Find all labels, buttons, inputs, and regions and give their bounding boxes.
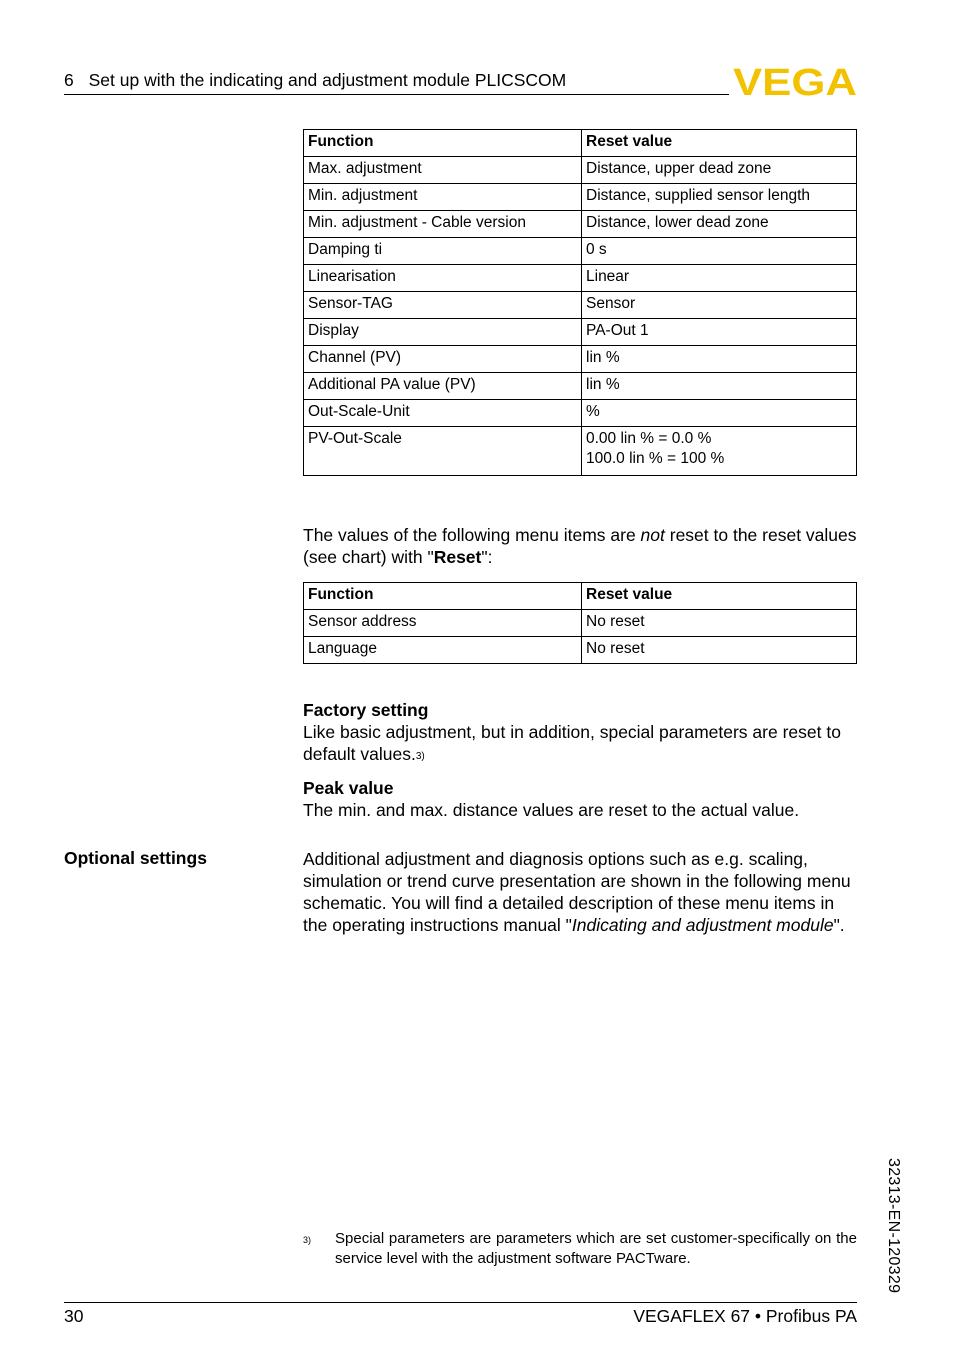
column-header-reset-value: Reset value (582, 130, 857, 157)
cell-reset-value: % (582, 400, 857, 427)
table-row (304, 319, 857, 346)
reset-values-table (303, 129, 857, 476)
cell-reset-value: 0 s (582, 238, 857, 265)
cell-function: Damping ti (304, 238, 582, 265)
cell-reset-value: Linear (582, 265, 857, 292)
table-row (304, 238, 857, 265)
table-row (304, 346, 857, 373)
table-row (304, 427, 857, 476)
cell-function: Min. adjustment (304, 184, 582, 211)
table-header-row (304, 583, 857, 610)
table-row (304, 157, 857, 184)
cell-reset-value: No reset (582, 610, 857, 637)
cell-function: Additional PA value (PV) (304, 373, 582, 400)
footer-rule (64, 1302, 857, 1303)
footer-product: VEGAFLEX 67 • Profibus PA (633, 1306, 857, 1326)
header-rule (64, 94, 729, 95)
cell-reset-value (582, 427, 857, 476)
footnote-ref: 3) (415, 751, 425, 762)
table-row (304, 373, 857, 400)
peak-value-text: The min. and max. distance values are reset to the actual value. (303, 800, 800, 820)
cell-reset-value: Distance, supplied sensor length (582, 184, 857, 211)
table-row (304, 400, 857, 427)
text-run: Like basic adjustment, but in addition, special parameters are reset to default values. (303, 722, 841, 764)
cell-reset-value: PA-Out 1 (582, 319, 857, 346)
cell-function: Language (304, 637, 582, 664)
cell-function: Channel (PV) (304, 346, 582, 373)
text-run: ": (481, 547, 493, 567)
not-reset-intro-text (303, 524, 858, 568)
table-header-row (304, 130, 857, 157)
text-run: The values of the following menu items are (303, 525, 641, 545)
text-run: reset to the reset values (see chart) with " (303, 525, 857, 567)
emphasis-text: Indicating and adjustment module (571, 915, 834, 935)
table-row (304, 292, 857, 319)
column-header-function: Function (304, 130, 582, 157)
cell-reset-value: No reset (582, 637, 857, 664)
cell-reset-value: lin % (582, 373, 857, 400)
table-row (304, 265, 857, 292)
optional-settings-paragraph (303, 848, 858, 936)
chapter-title: Set up with the indicating and adjustment module PLICSCOM (88, 70, 567, 90)
column-header-reset-value: Reset value (582, 583, 857, 610)
cell-reset-value: Distance, lower dead zone (582, 211, 857, 238)
footnote-text: Special parameters are parameters which are set customer-specifically on the service level with the adjustment software PACTware. (335, 1230, 857, 1267)
cell-function: Linearisation (304, 265, 582, 292)
page-number: 30 (64, 1306, 84, 1326)
peak-value-heading: Peak value (303, 778, 394, 798)
bold-text: Reset (433, 547, 482, 567)
cell-function: Max. adjustment (304, 157, 582, 184)
table-row (304, 637, 857, 664)
table-row (304, 610, 857, 637)
optional-settings-text (303, 848, 858, 936)
factory-setting-heading: Factory setting (303, 700, 429, 720)
chapter-heading (64, 70, 566, 91)
cell-function: Min. adjustment - Cable version (304, 211, 582, 238)
table-row (304, 184, 857, 211)
no-reset-table (303, 582, 857, 664)
text-run: Additional adjustment and diagnosis options such as e.g. scaling, simulation or trend curve presentation are shown in the following menu schematic. You will find a detailed description of these menu items in the operating instructions manual " (303, 849, 851, 935)
factory-setting-text (303, 721, 858, 769)
vega-logo-text: VEGA (733, 64, 857, 98)
cell-reset-value: Distance, upper dead zone (582, 157, 857, 184)
cell-function: Sensor address (304, 610, 582, 637)
chapter-number: 6 (64, 70, 74, 90)
table-row (304, 211, 857, 238)
reset-value-line: 0.00 lin % = 0.0 % (586, 430, 712, 447)
not-reset-intro (303, 524, 858, 568)
emphasis-text: not (640, 525, 665, 545)
text-run: ". (833, 915, 845, 935)
cell-reset-value: Sensor (582, 292, 857, 319)
vega-logo (733, 64, 857, 98)
optional-settings-label: Optional settings (64, 848, 207, 868)
column-header-function: Function (304, 583, 582, 610)
cell-function: Display (304, 319, 582, 346)
factory-setting-section (303, 699, 858, 769)
footnote (303, 1229, 857, 1268)
cell-function: Out-Scale-Unit (304, 400, 582, 427)
footnote-mark: 3) (303, 1235, 312, 1245)
document-code: 32313-EN-120329 (885, 1158, 902, 1294)
cell-function: PV-Out-Scale (304, 427, 582, 476)
cell-function: Sensor-TAG (304, 292, 582, 319)
cell-reset-value: lin % (582, 346, 857, 373)
peak-value-section (303, 777, 858, 821)
reset-value-line: 100.0 lin % = 100 % (586, 450, 725, 467)
